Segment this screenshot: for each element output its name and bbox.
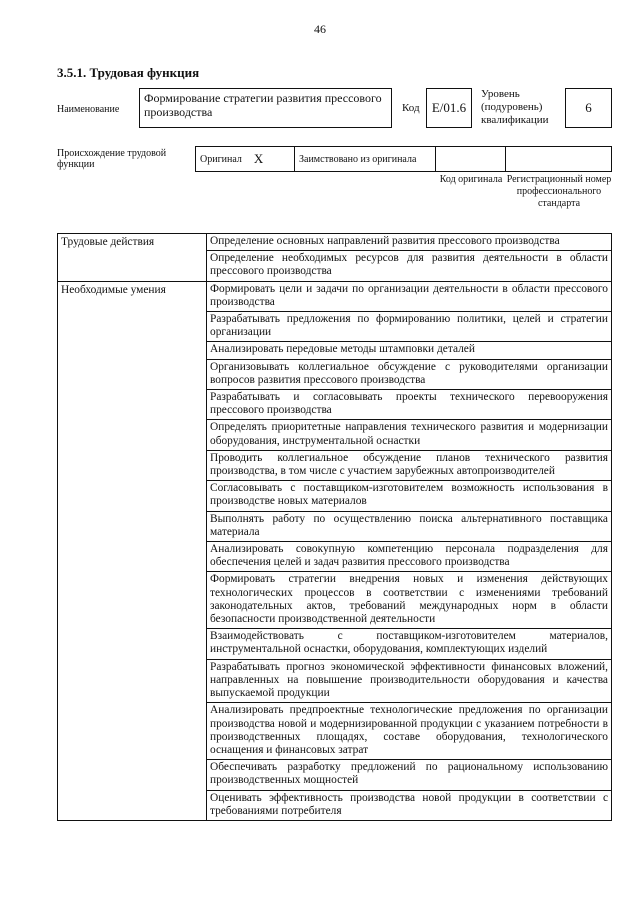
function-table [57,233,612,821]
name-label: Наименование [57,104,120,115]
items-cell [207,234,612,282]
list-item: Обеспечивать разработку предложений по рациональному использованию производственных мощностей [207,760,611,790]
section-title: 3.5.1. Трудовая функция [57,65,200,80]
borrowed-label: Заимствовано из оригинала [299,153,417,165]
list-item: Анализировать передовые методы штамповки деталей [207,342,611,359]
list-item: Формировать цели и задачи по организации деятельности в области прессового производства [207,282,611,312]
list-item: Согласовывать с поставщиком-изготовителем возможность использования в производстве новых материалов [207,481,611,511]
original-mark: X [253,151,264,166]
code-label: Код [402,102,420,114]
original-label: Оригинал [200,153,242,165]
function-code-box: E/01.6 [426,88,472,128]
level-value-box: 6 [565,88,612,128]
function-table-body [58,234,612,821]
list-item: Взаимодействовать с поставщиком-изготовителем материалов, инструментальной оснастки, оборудования, комплектующих изделий [207,629,611,659]
reg-caption: Регистрационный номер профессионального стандарта [506,174,612,209]
list-item: Определение необходимых ресурсов для развития деятельности в области прессового производства [210,252,608,278]
list-item: Выполнять работу по осуществлению поиска альтернативного поставщика материала [207,512,611,542]
table-row [58,281,612,820]
code-caption: Код оригинала [439,174,503,185]
list-item: Разрабатывать и согласовывать проекты технического перевооружения прессового производства [207,390,611,420]
level-label: Уровень (подуровень) квалификации [481,88,549,126]
original-code-cell [436,146,506,172]
list-item: Разрабатывать предложения по формированию политики, целей и стратегии организации [207,312,611,342]
list-item: Оценивать эффективность производства новой продукции в соответствии с требованиями потребителя [210,791,608,817]
function-name-box: Формирование стратегии развития прессового производства [139,88,392,128]
category-cell: Трудовые действия [58,234,207,282]
origin-row [195,146,612,172]
table-row [58,234,612,282]
reg-number-cell [506,146,612,172]
list-item: Организовывать коллегиальное обсуждение с руководителями организации вопросов развития прессового производства [207,360,611,390]
list-item: Анализировать предпроектные технологические предложения по организации производства новой и модернизированной продукции с указанием потребности в производственных площадях, составе оборудования, технологического оснащения и финансовых затрат [207,703,611,760]
original-cell [195,146,295,172]
category-cell: Необходимые умения [58,281,207,820]
list-item: Определение основных направлений развития прессового производства [207,234,611,251]
list-item: Разрабатывать прогноз экономической эффективности финансовых вложений, направленных на повышение производительности оборудования и качества выпускаемой продукции [207,660,611,704]
page-number: 46 [314,22,326,36]
items-cell [207,281,612,820]
list-item: Анализировать совокупную компетенцию персонала подразделения для обеспечения целей и задач развития прессового производства [207,542,611,572]
list-item: Формировать стратегии внедрения новых и изменения действующих технологических процессов в соответствии с изменениями требований законодательных актов, требований международных норм в области безопасности производственной деятельности [207,572,611,629]
borrowed-cell [295,146,436,172]
list-item: Определять приоритетные направления технического развития и модернизации оборудования, инструментальной оснастки [207,420,611,450]
origin-label: Происхождение трудовой функции [57,148,167,170]
list-item: Проводить коллегиальное обсуждение планов технического развития производства, в том числе с участием зарубежных автопроизводителей [207,451,611,481]
